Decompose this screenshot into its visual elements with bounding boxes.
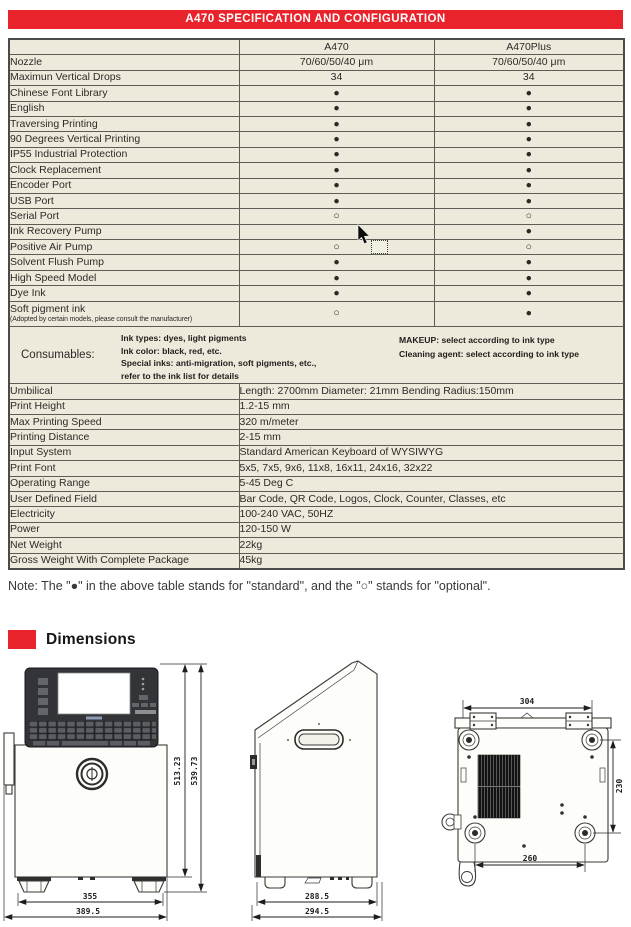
spec-detail-label: Print Height: [10, 400, 65, 413]
spec-value-a470: ●: [239, 255, 434, 270]
spec-value-a470plus: ●: [434, 116, 624, 131]
dim-front-height-outer: 539.73: [190, 756, 199, 786]
spec-feature-row: [9, 70, 624, 85]
consumables-label: Consumables:: [21, 348, 95, 361]
spec-value-a470: ●: [239, 193, 434, 208]
spec-detail-row: [9, 476, 624, 491]
spec-detail-row: [9, 491, 624, 506]
spec-feature-row: [9, 301, 624, 326]
spec-feature-row: [9, 224, 624, 239]
spec-value-a470: ●: [239, 116, 434, 131]
consumables-row: [9, 326, 624, 384]
spec-detail-row: [9, 461, 624, 476]
spec-detail-value: 22kg: [239, 538, 624, 553]
spec-feature-label: High Speed Model: [10, 271, 97, 284]
spec-value-a470plus: ●: [434, 286, 624, 301]
spec-detail-label: Input System: [10, 446, 72, 459]
spec-feature-row: [9, 55, 624, 70]
spec-detail-label: Net Weight: [10, 538, 62, 551]
bottom-view-drawing: [440, 650, 631, 927]
keyboard: [29, 721, 156, 741]
spec-feature-label: Solvent Flush Pump: [10, 256, 104, 269]
spec-detail-label-cell: [9, 476, 239, 491]
spec-value-a470: 70/60/50/40 μm: [239, 55, 434, 70]
spec-detail-row: [9, 538, 624, 553]
spec-feature-label-cell: [9, 132, 239, 147]
dim-bottom-width-top: 304: [519, 697, 535, 706]
spec-value-a470plus: ●: [434, 301, 624, 326]
dim-bottom-depth-right: 230: [615, 778, 624, 794]
spec-detail-row: [9, 384, 624, 399]
spec-value-a470plus: ●: [434, 147, 624, 162]
spec-feature-label: Soft pigment ink: [10, 303, 86, 315]
spec-feature-label-cell: [9, 224, 239, 239]
spec-detail-label-cell: [9, 399, 239, 414]
spec-feature-label: Maximun Vertical Drops: [10, 71, 121, 84]
spec-detail-value: 120-150 W: [239, 522, 624, 537]
spec-feature-row: [9, 240, 624, 255]
spec-feature-label: Serial Port: [10, 209, 60, 222]
consumables-ink-line: refer to the ink list for details: [121, 371, 239, 382]
spec-value-a470: ●: [239, 286, 434, 301]
spec-feature-label-cell: [9, 70, 239, 85]
spec-detail-label: Umbilical: [10, 384, 53, 397]
spec-feature-row: [9, 270, 624, 285]
spec-detail-row: [9, 430, 624, 445]
spec-detail-label: User Defined Field: [10, 492, 97, 505]
spec-value-a470: ○: [239, 209, 434, 224]
spec-value-a470: [239, 224, 434, 239]
spec-feature-label-cell: [9, 86, 239, 101]
spec-feature-label-cell: [9, 286, 239, 301]
spec-detail-row: [9, 445, 624, 460]
display-screen: [58, 673, 130, 714]
spec-feature-label-cell: [9, 193, 239, 208]
brand-emblem-icon: [77, 759, 107, 789]
spec-feature-label-cell: [9, 55, 239, 70]
spec-detail-label: Max Printing Speed: [10, 415, 102, 428]
spec-detail-row: [9, 553, 624, 569]
spec-feature-row: [9, 163, 624, 178]
spec-feature-label-cell: [9, 240, 239, 255]
spec-value-a470: ●: [239, 101, 434, 116]
dim-bottom-width-bottom: 260: [522, 854, 538, 863]
spec-detail-value: 5-45 Deg C: [239, 476, 624, 491]
consumables-cell: [9, 326, 624, 384]
selection-box-icon: [371, 240, 388, 254]
spec-value-a470: ●: [239, 163, 434, 178]
spec-header-a470plus: A470Plus: [434, 39, 624, 55]
spec-value-a470plus: 70/60/50/40 μm: [434, 55, 624, 70]
spec-feature-row: [9, 101, 624, 116]
spec-detail-label-cell: [9, 522, 239, 537]
spec-value-a470: ●: [239, 270, 434, 285]
side-view-drawing: [222, 650, 422, 927]
spec-detail-label-cell: [9, 445, 239, 460]
spec-value-a470plus: ●: [434, 270, 624, 285]
vent-grille: [478, 787, 520, 818]
spec-detail-label: Printing Distance: [10, 431, 90, 444]
spec-detail-row: [9, 522, 624, 537]
spec-feature-label: USB Port: [10, 194, 54, 207]
spec-detail-label-cell: [9, 538, 239, 553]
spec-value-a470plus: ○: [434, 209, 624, 224]
front-feet: [17, 877, 166, 892]
red-block-icon: [8, 630, 36, 649]
spec-value-a470: ●: [239, 132, 434, 147]
spec-feature-label: Dye Ink: [10, 286, 46, 299]
consumables-makeup-info: [399, 327, 579, 362]
spec-value-a470plus: ●: [434, 255, 624, 270]
spec-header-blank: [9, 39, 239, 55]
spec-header-row: [9, 39, 624, 55]
spec-feature-label-cell: [9, 163, 239, 178]
spec-feature-label-cell: [9, 101, 239, 116]
spec-feature-row: [9, 255, 624, 270]
spec-value-a470plus: 34: [434, 70, 624, 85]
spec-feature-row: [9, 209, 624, 224]
spec-detail-value: 320 m/meter: [239, 414, 624, 429]
arrow-cursor-icon: [357, 224, 372, 250]
brand-mark: [86, 717, 102, 720]
consumables-ink-line: Ink types: dyes, light pigments: [121, 332, 247, 343]
spec-header-a470: A470: [239, 39, 434, 55]
spec-detail-label: Power: [10, 523, 40, 536]
spec-value-a470plus: ●: [434, 163, 624, 178]
spec-detail-value: 5x5, 7x5, 9x6, 11x8, 16x11, 24x16, 32x22: [239, 461, 624, 476]
spec-banner-title: A470 SPECIFICATION AND CONFIGURATION: [8, 10, 623, 29]
spec-detail-label: Gross Weight With Complete Package: [10, 554, 189, 567]
spec-value-a470plus: ●: [434, 178, 624, 193]
spec-detail-value: 2-15 mm: [239, 430, 624, 445]
spec-feature-label-cell: [9, 147, 239, 162]
spec-feature-label: IP55 Industrial Protection: [10, 148, 128, 161]
consumables-ink-info: [121, 327, 361, 384]
spec-feature-label: Encoder Port: [10, 179, 72, 192]
spec-detail-label-cell: [9, 491, 239, 506]
spec-detail-label-cell: [9, 507, 239, 522]
consumables-content: [10, 327, 623, 384]
spec-value-a470: ●: [239, 147, 434, 162]
dimensions-heading: Dimensions: [46, 630, 136, 648]
spec-value-a470plus: ●: [434, 132, 624, 147]
spec-feature-label-cell: [9, 270, 239, 285]
spec-detail-value: 100-240 VAC, 50HZ: [239, 507, 624, 522]
spec-detail-label-cell: [9, 461, 239, 476]
spec-detail-row: [9, 507, 624, 522]
spec-feature-label: Traversing Printing: [10, 117, 98, 130]
spec-feature-label-cell: [9, 301, 239, 326]
spec-value-a470: ○: [239, 301, 434, 326]
spec-feature-label: Positive Air Pump: [10, 240, 93, 253]
spec-value-a470plus: ●: [434, 224, 624, 239]
dim-side-depth-inner: 288.5: [304, 892, 330, 901]
front-view-drawing: [0, 655, 215, 927]
control-panel: [25, 668, 158, 747]
dim-front-height-inner: 513.23: [173, 756, 182, 786]
spec-feature-label-cell: [9, 116, 239, 131]
spec-detail-label-cell: [9, 553, 239, 569]
spec-value-a470plus: ○: [434, 240, 624, 255]
spec-detail-label-cell: [9, 430, 239, 445]
dim-front-width-outer: 389.5: [75, 907, 101, 916]
spec-feature-label: Clock Replacement: [10, 163, 102, 176]
spec-detail-value: Standard American Keyboard of WYSIWYG: [239, 445, 624, 460]
spec-detail-label: Electricity: [10, 508, 55, 521]
consumables-makeup-line: Cleaning agent: select according to ink type: [399, 349, 580, 360]
spec-value-a470: ●: [239, 178, 434, 193]
spec-value-a470plus: ●: [434, 86, 624, 101]
printer-body-front: [15, 745, 167, 877]
spec-table: [8, 38, 625, 570]
spec-detail-row: [9, 414, 624, 429]
spec-feature-row: [9, 193, 624, 208]
spec-detail-row: [9, 399, 624, 414]
spec-feature-row: [9, 147, 624, 162]
spec-feature-row: [9, 86, 624, 101]
spec-value-a470plus: ●: [434, 101, 624, 116]
consumables-ink-line: Ink color: black, red, etc.: [121, 345, 222, 356]
spec-feature-label-cell: [9, 178, 239, 193]
spec-detail-label-cell: [9, 414, 239, 429]
spec-feature-label: Ink Recovery Pump: [10, 225, 102, 238]
spec-value-a470: 34: [239, 70, 434, 85]
spec-feature-row: [9, 178, 624, 193]
legend-note: Note: The "●" in the above table stands for "standard", and the "○" stands for "optional".: [8, 579, 491, 593]
consumables-ink-line: Special inks: anti-migration, soft pigments, etc.,: [121, 358, 317, 369]
dim-front-width-inner: 355: [82, 892, 98, 901]
spec-feature-row: [9, 132, 624, 147]
vent-grille: [478, 755, 520, 786]
consumables-makeup-line: MAKEUP: select according to ink type: [399, 334, 555, 345]
spec-feature-label-cell: [9, 209, 239, 224]
spec-feature-sublabel: (Adopted by certain models, please consult the manufacturer): [10, 316, 193, 324]
spec-detail-value: 45kg: [239, 553, 624, 569]
spec-detail-label-cell: [9, 384, 239, 399]
spec-feature-label: Chinese Font Library: [10, 86, 108, 99]
spec-feature-label: English: [10, 102, 45, 115]
spec-feature-label: 90 Degrees Vertical Printing: [10, 133, 141, 146]
spec-detail-value: Length: 2700mm Diameter: 21mm Bending Radius:150mm: [239, 384, 624, 399]
spec-value-a470plus: ●: [434, 193, 624, 208]
spec-detail-label: Print Font: [10, 461, 56, 474]
spec-detail-value: 1.2-15 mm: [239, 399, 624, 414]
spec-value-a470: ●: [239, 86, 434, 101]
printer-body-side: [255, 661, 377, 877]
spec-feature-label-cell: [9, 255, 239, 270]
spec-value-a470: ○: [239, 240, 434, 255]
spec-detail-value: Bar Code, QR Code, Logos, Clock, Counter, Classes, etc: [239, 491, 624, 506]
spec-feature-row: [9, 116, 624, 131]
spec-detail-label: Operating Range: [10, 477, 90, 490]
spec-feature-row: [9, 286, 624, 301]
spec-feature-label: Nozzle: [10, 56, 43, 69]
dim-side-depth-outer: 294.5: [304, 907, 330, 916]
dimensions-section-header: [8, 630, 136, 649]
